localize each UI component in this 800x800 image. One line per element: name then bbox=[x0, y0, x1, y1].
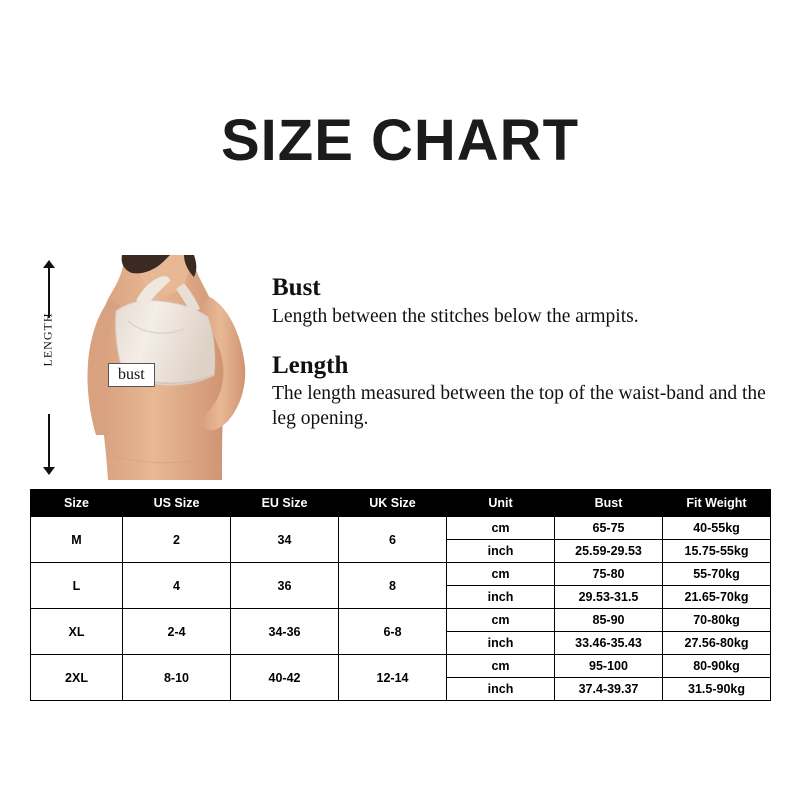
cell-uk-size: 6-8 bbox=[339, 609, 447, 655]
cell-fit-weight: 80-90kg bbox=[663, 655, 771, 678]
cell-us-size: 2-4 bbox=[123, 609, 231, 655]
arrow-down-icon bbox=[43, 467, 55, 475]
cell-unit: cm bbox=[447, 655, 555, 678]
cell-bust: 25.59-29.53 bbox=[555, 540, 663, 563]
cell-us-size: 8-10 bbox=[123, 655, 231, 701]
column-header-unit: Unit bbox=[447, 490, 555, 517]
cell-fit-weight: 21.65-70kg bbox=[663, 586, 771, 609]
cell-uk-size: 8 bbox=[339, 563, 447, 609]
length-description: The length measured between the top of the waist-band and the leg opening. bbox=[272, 383, 766, 430]
cell-eu-size: 36 bbox=[231, 563, 339, 609]
cell-size: 2XL bbox=[31, 655, 123, 701]
cell-size: M bbox=[31, 517, 123, 563]
cell-eu-size: 40-42 bbox=[231, 655, 339, 701]
cell-us-size: 4 bbox=[123, 563, 231, 609]
length-axis-label: LENGTH bbox=[40, 312, 55, 367]
cell-eu-size: 34-36 bbox=[231, 609, 339, 655]
table-header-row bbox=[31, 490, 771, 517]
cell-fit-weight: 40-55kg bbox=[663, 517, 771, 540]
column-header-uk-size: UK Size bbox=[339, 490, 447, 517]
cell-fit-weight: 70-80kg bbox=[663, 609, 771, 632]
measurement-descriptions bbox=[272, 274, 774, 432]
cell-bust: 33.46-35.43 bbox=[555, 632, 663, 655]
arrow-up-icon bbox=[43, 260, 55, 268]
illustration bbox=[34, 255, 264, 480]
table-row bbox=[31, 655, 771, 678]
column-header-bust: Bust bbox=[555, 490, 663, 517]
cell-eu-size: 34 bbox=[231, 517, 339, 563]
cell-uk-size: 12-14 bbox=[339, 655, 447, 701]
size-chart-table bbox=[30, 489, 771, 701]
cell-bust: 29.53-31.5 bbox=[555, 586, 663, 609]
cell-size: L bbox=[31, 563, 123, 609]
page-title: SIZE CHART bbox=[221, 108, 579, 173]
column-header-eu-size: EU Size bbox=[231, 490, 339, 517]
bust-description: Length between the stitches below the armpits. bbox=[272, 305, 639, 327]
column-header-fit-weight: Fit Weight bbox=[663, 490, 771, 517]
cell-bust: 85-90 bbox=[555, 609, 663, 632]
cell-unit: inch bbox=[447, 632, 555, 655]
model-photo bbox=[72, 255, 262, 480]
cell-fit-weight: 55-70kg bbox=[663, 563, 771, 586]
table-row bbox=[31, 563, 771, 586]
bust-heading: Bust bbox=[272, 274, 321, 301]
column-header-size: Size bbox=[31, 490, 123, 517]
bust-measure-label: bust bbox=[108, 363, 155, 387]
cell-unit: inch bbox=[447, 586, 555, 609]
cell-size: XL bbox=[31, 609, 123, 655]
cell-bust: 75-80 bbox=[555, 563, 663, 586]
length-heading: Length bbox=[272, 351, 349, 379]
table-row bbox=[31, 517, 771, 540]
cell-us-size: 2 bbox=[123, 517, 231, 563]
cell-unit: cm bbox=[447, 609, 555, 632]
cell-bust: 37.4-39.37 bbox=[555, 678, 663, 701]
cell-uk-size: 6 bbox=[339, 517, 447, 563]
cell-unit: inch bbox=[447, 678, 555, 701]
cell-fit-weight: 31.5-90kg bbox=[663, 678, 771, 701]
length-measure-axis bbox=[34, 260, 64, 475]
model-figure-icon bbox=[72, 255, 262, 480]
cell-unit: cm bbox=[447, 517, 555, 540]
cell-unit: cm bbox=[447, 563, 555, 586]
size-chart-table-wrapper bbox=[30, 489, 770, 701]
cell-bust: 65-75 bbox=[555, 517, 663, 540]
cell-fit-weight: 15.75-55kg bbox=[663, 540, 771, 563]
column-header-us-size: US Size bbox=[123, 490, 231, 517]
cell-unit: inch bbox=[447, 540, 555, 563]
cell-bust: 95-100 bbox=[555, 655, 663, 678]
table-row bbox=[31, 609, 771, 632]
cell-fit-weight: 27.56-80kg bbox=[663, 632, 771, 655]
